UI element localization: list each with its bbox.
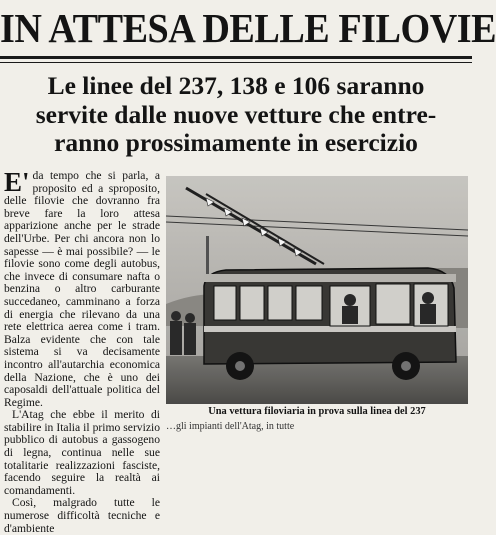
- headline-rule: [0, 56, 472, 59]
- article-paragraph-text: da tempo che si parla, a proposito ed a sproposito, delle filovie che dovranno fra breve fare la loro attesa apparizione anche per le strade dell'Urbe. Per chi ancora non lo sapesse — è mai possibile? — le filovie sono come degli autobus, che invece di consumare nafta o benzina o altro carburante succedaneo, camminano a forza di energia che rilevano da una rete elettrica aerea come i tram. Balza evidente che con tale sistema si va decisamente incontro all'autarchia economica della Nazione, che è uno dei caposaldi dell'attuale politica del Regime.: [4, 169, 160, 409]
- subheadline: [6, 72, 466, 158]
- continued-text: …gli impianti dell'Atag, in tutte: [166, 421, 295, 432]
- article-paragraph: L'Atag che ebbe il merito di stabilire in Italia il primo servizio pubblico di autobus a gassogeno di legna, continua nelle sue totalitarie realizzazioni fasciste, facendo seguire la realtà ai comandamenti.: [4, 408, 160, 497]
- headline: IN ATTESA DELLE FILOVIE: [0, 5, 496, 51]
- subhead-line: Le linee del 237, 138 e 106 saranno: [47, 71, 425, 100]
- article-paragraph: Così, malgrado tutte le numerose difficoltà tecniche e d'ambiente: [4, 496, 160, 535]
- article-paragraph: [4, 167, 160, 409]
- subhead-line: ranno prossimamente in esercizio: [54, 128, 418, 157]
- subhead-line: servite dalle nuove vetture che entre-: [35, 99, 437, 129]
- photo-caption: Una vettura filoviaria in prova sulla linea del 237: [208, 406, 426, 417]
- dropcap: E': [4, 167, 30, 197]
- trolleybus-photo: [166, 176, 468, 404]
- trolleybus-image: [166, 176, 468, 404]
- article-column: [4, 167, 160, 535]
- headline-rule-thin: [0, 62, 472, 63]
